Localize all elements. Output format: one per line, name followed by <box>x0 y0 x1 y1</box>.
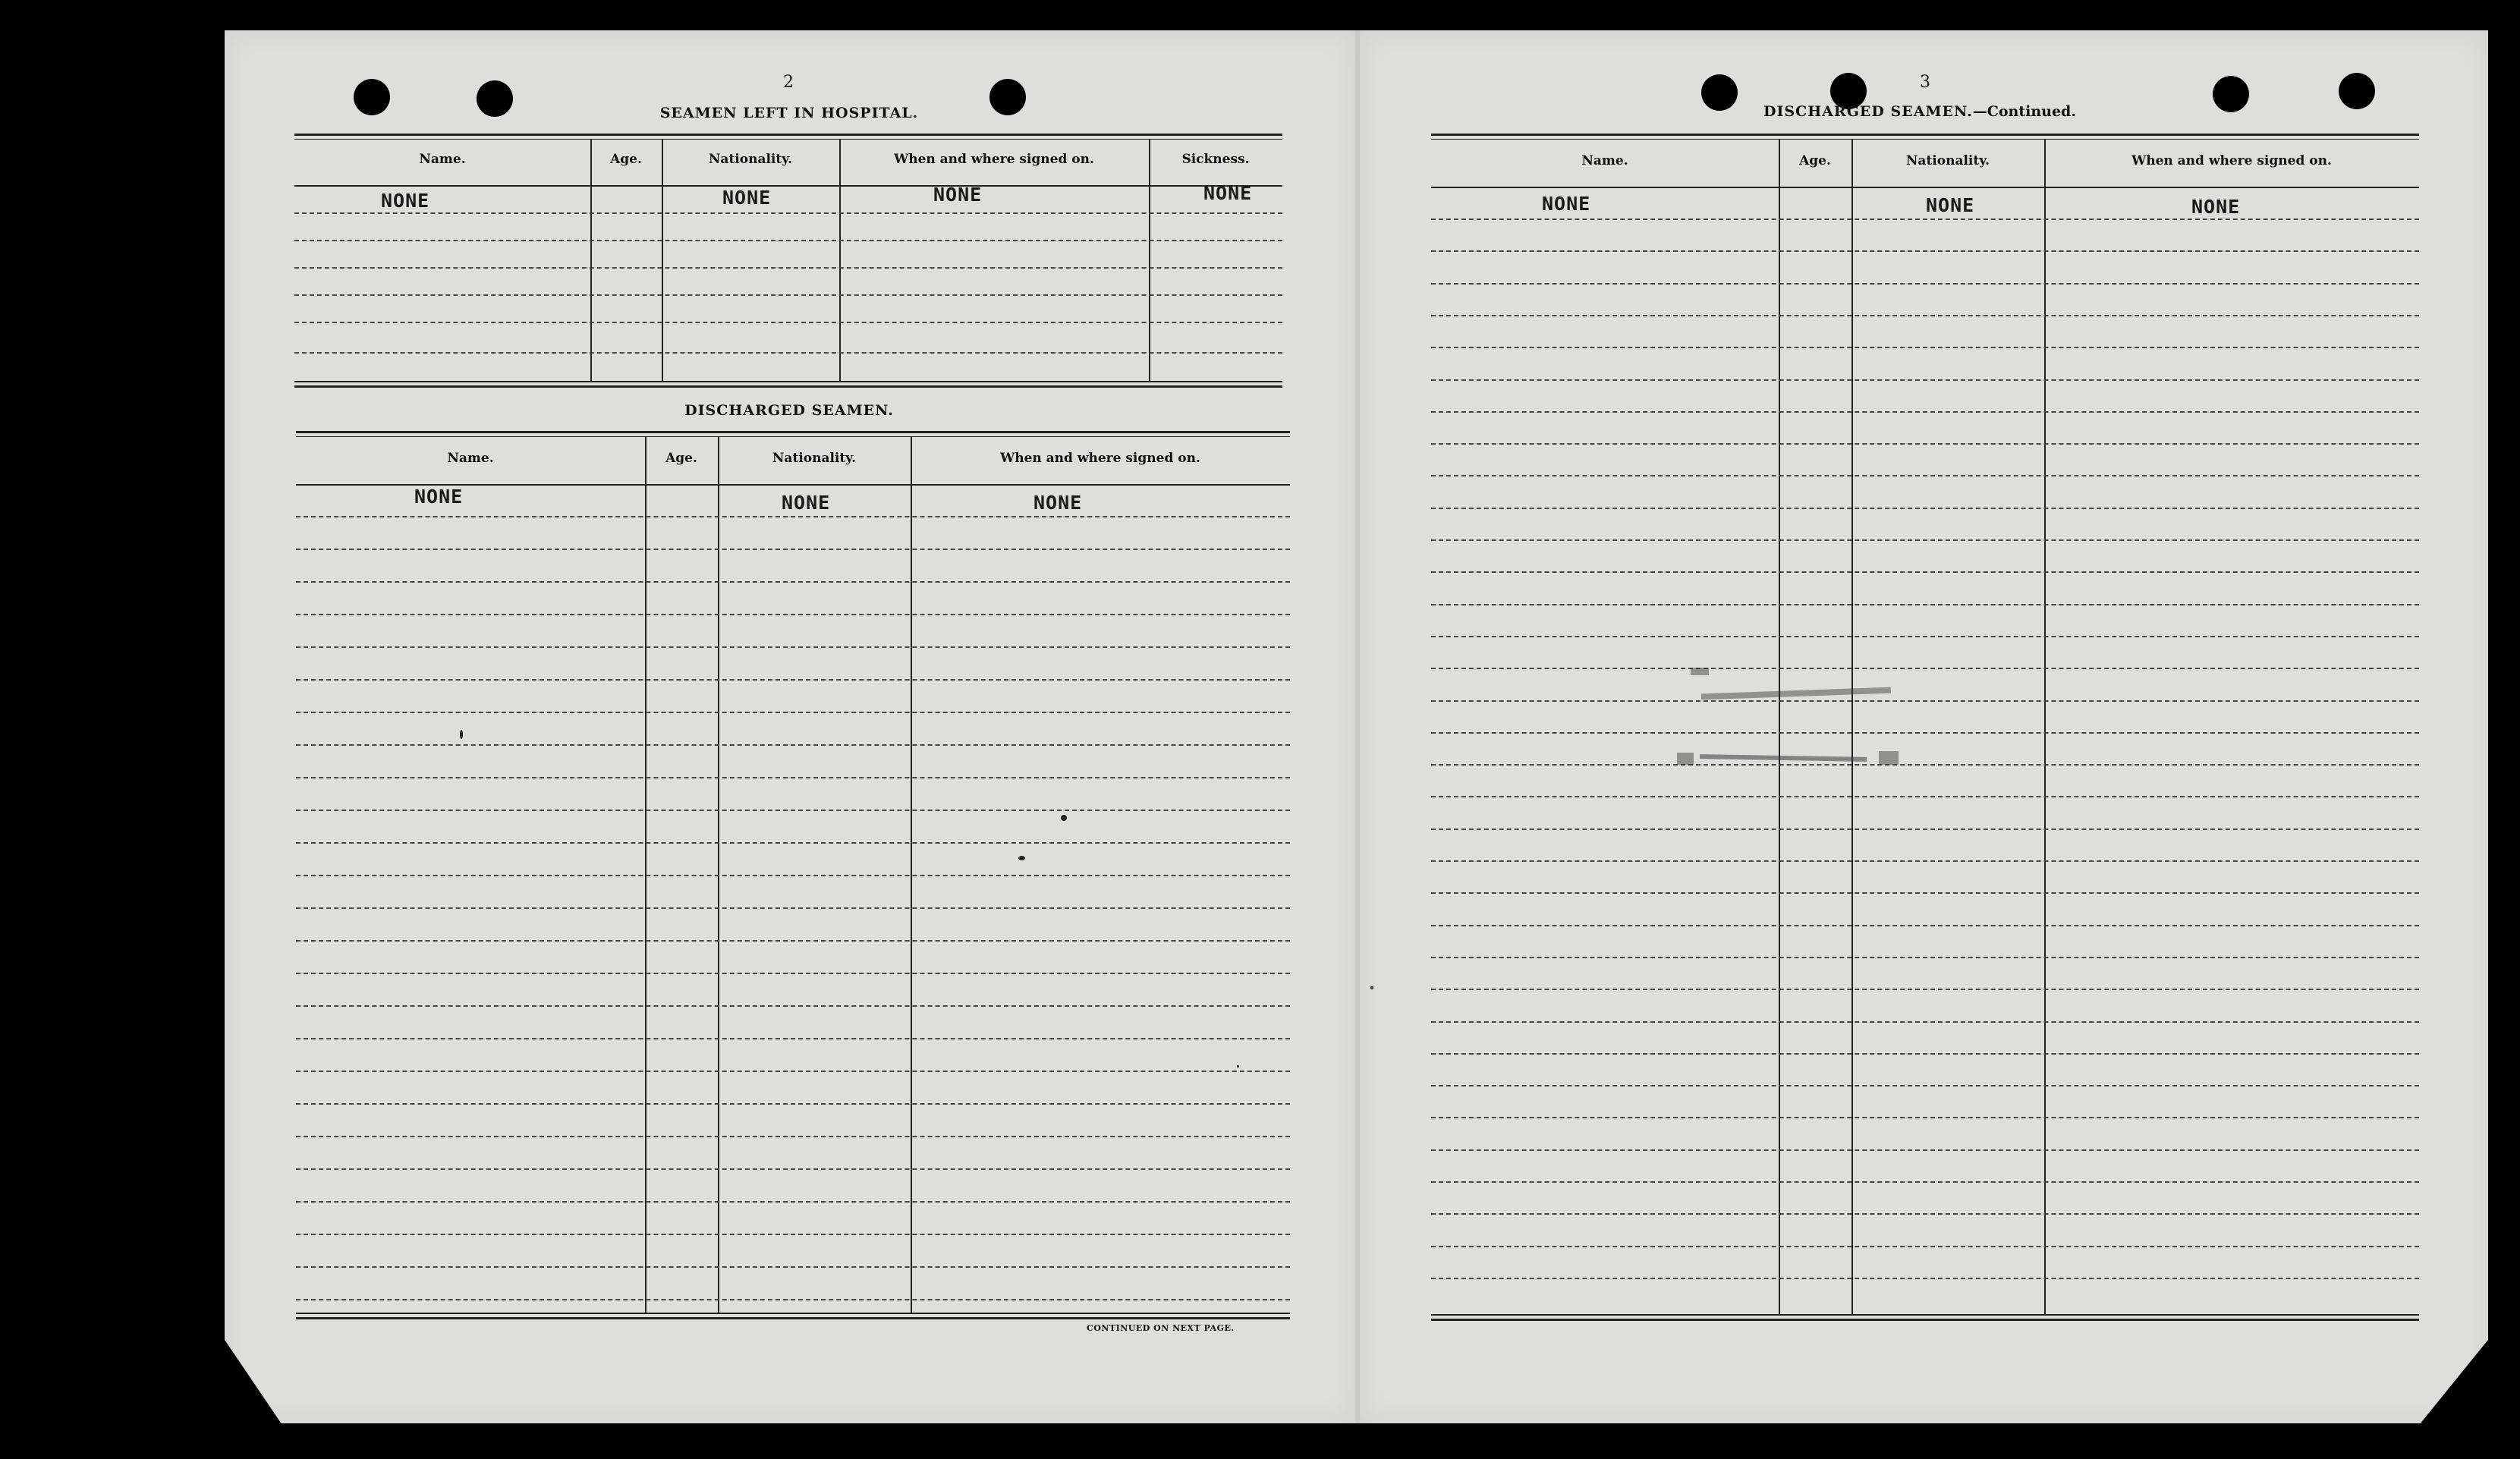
ruled-line <box>1431 1246 2419 1247</box>
ruled-line <box>1431 1181 2419 1183</box>
column-header: Name. <box>419 152 466 167</box>
ruled-line <box>296 973 1290 974</box>
ruled-line <box>296 842 1290 844</box>
ruled-line <box>1431 347 2419 348</box>
column-header: Nationality. <box>772 451 857 466</box>
ruled-line <box>1431 892 2419 894</box>
page-number-right: 3 <box>1920 73 1930 92</box>
ruled-line <box>1431 700 2419 702</box>
ruled-line <box>296 1103 1290 1105</box>
ruled-line <box>296 581 1290 583</box>
page-spine <box>1355 30 1360 1423</box>
ruled-line <box>1431 732 2419 734</box>
column-header: Sickness. <box>1181 152 1250 167</box>
column-header: Age. <box>1799 153 1831 168</box>
right-section-title-suffix: —Continued. <box>1972 103 2076 120</box>
ink-speck <box>1370 986 1373 989</box>
ruled-line <box>1431 860 2419 862</box>
discharged-table-left <box>296 431 1290 1320</box>
hospital-name-entry: NONE <box>381 190 430 212</box>
ruled-line <box>1431 1053 2419 1055</box>
right-section-title <box>1707 103 2132 120</box>
hospital-signed-on-entry: NONE <box>933 184 983 206</box>
ink-speck <box>1237 1065 1239 1068</box>
ruled-line <box>1431 1278 2419 1279</box>
right-nationality-entry: NONE <box>1926 194 1975 216</box>
ruled-line <box>296 1299 1290 1300</box>
ruled-line <box>296 744 1290 746</box>
ruled-line <box>1431 539 2419 541</box>
ruled-line <box>1431 475 2419 476</box>
column-header: Nationality. <box>1905 153 1990 168</box>
column-header: When and where signed on. <box>894 152 1094 167</box>
ruled-line <box>1431 1213 2419 1215</box>
ruled-line <box>1431 250 2419 252</box>
ruled-line <box>296 1266 1290 1268</box>
discharged-section-title: DISCHARGED SEAMEN. <box>684 402 894 419</box>
ruled-line <box>296 679 1290 681</box>
right-name-entry: NONE <box>1542 193 1591 215</box>
ruled-line <box>1431 796 2419 797</box>
ruled-line <box>1431 411 2419 413</box>
column-header: Age. <box>610 152 642 167</box>
ink-speck <box>1061 815 1067 821</box>
punch-hole <box>477 80 513 117</box>
column-header: Name. <box>1581 153 1628 168</box>
ruled-line <box>296 1168 1290 1170</box>
column-header: Nationality. <box>708 152 793 167</box>
hospital-table <box>294 134 1282 388</box>
right-section-title-text: DISCHARGED SEAMEN. <box>1763 103 1973 120</box>
right-signed-on-entry: NONE <box>2191 196 2241 218</box>
ruled-line <box>296 1005 1290 1007</box>
discharged-nationality-entry: NONE <box>782 492 831 514</box>
page-number-left: 2 <box>783 73 794 92</box>
discharged-table-right <box>1431 134 2419 1320</box>
ruled-line <box>296 1038 1290 1039</box>
ruled-line <box>296 516 1290 517</box>
ruled-line <box>1431 829 2419 830</box>
ruled-line <box>296 940 1290 942</box>
continued-footer: CONTINUED ON NEXT PAGE. <box>1087 1323 1235 1333</box>
punch-hole <box>2339 73 2375 109</box>
ruled-line <box>296 777 1290 778</box>
stamp-mark <box>1609 748 1912 771</box>
stamp-mark <box>1694 668 1906 713</box>
ruled-line <box>1431 379 2419 381</box>
ruled-line <box>1431 315 2419 316</box>
punch-hole <box>354 79 390 115</box>
ruled-line <box>1431 283 2419 285</box>
ruled-line <box>1431 1021 2419 1023</box>
ink-speck <box>1018 856 1025 860</box>
ink-speck <box>460 730 463 739</box>
column-header: Name. <box>447 451 494 466</box>
discharged-signed-on-entry: NONE <box>1033 492 1083 514</box>
ruled-line <box>1431 925 2419 926</box>
ruled-line <box>1431 219 2419 220</box>
punch-hole <box>989 79 1026 115</box>
ruled-line <box>1431 604 2419 605</box>
ruled-line <box>1431 764 2419 766</box>
ruled-line <box>1431 508 2419 509</box>
ruled-line <box>296 1234 1290 1235</box>
ruled-line <box>296 549 1290 550</box>
ruled-line <box>296 1136 1290 1137</box>
column-header: Age. <box>665 451 697 466</box>
ruled-line <box>1431 668 2419 669</box>
ruled-line <box>1431 443 2419 445</box>
ruled-line <box>1431 989 2419 990</box>
ruled-line <box>1431 571 2419 573</box>
hospital-sickness-entry: NONE <box>1203 182 1253 204</box>
ruled-line <box>296 614 1290 615</box>
ruled-line <box>1431 636 2419 637</box>
ruled-line <box>296 810 1290 811</box>
discharged-name-entry: NONE <box>414 486 464 508</box>
ruled-line <box>296 907 1290 909</box>
ruled-line <box>296 1071 1290 1072</box>
ruled-line <box>1431 957 2419 958</box>
ruled-line <box>296 1201 1290 1203</box>
ruled-line <box>1431 1117 2419 1118</box>
hospital-nationality-entry: NONE <box>722 187 772 209</box>
column-header: When and where signed on. <box>2131 153 2332 168</box>
column-header: When and where signed on. <box>1000 451 1200 466</box>
ruled-line <box>296 712 1290 713</box>
ruled-line <box>1431 1149 2419 1151</box>
hospital-section-title: SEAMEN LEFT IN HOSPITAL. <box>659 105 919 121</box>
ruled-line <box>1431 1085 2419 1086</box>
punch-hole <box>2213 76 2249 112</box>
ruled-line <box>296 875 1290 876</box>
ruled-line <box>296 646 1290 648</box>
